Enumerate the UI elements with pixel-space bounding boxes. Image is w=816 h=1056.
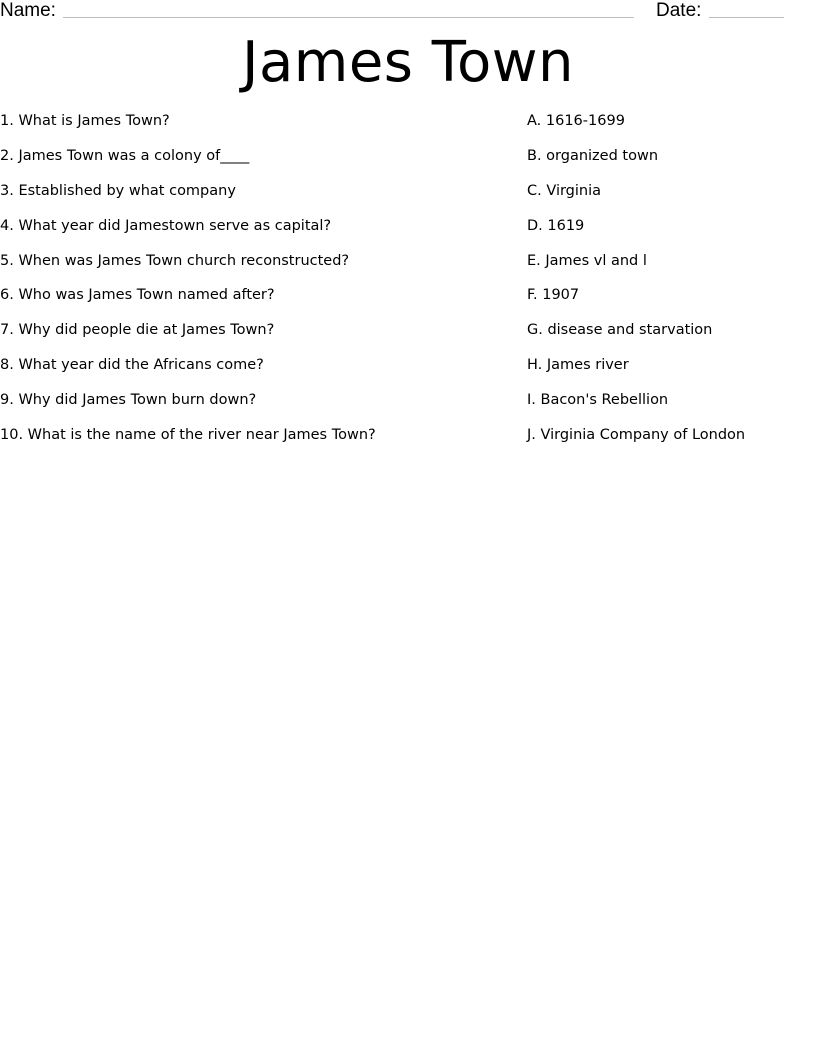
answer-item: A. 1616-1699 bbox=[527, 113, 625, 129]
question-item: 9. Why did James Town burn down? bbox=[0, 392, 257, 409]
question-item: 1. What is James Town? bbox=[0, 113, 170, 129]
answer-item: G. disease and starvation bbox=[527, 322, 713, 339]
answer-item: B. organized town bbox=[527, 147, 659, 164]
name-label: Name: bbox=[0, 0, 56, 21]
answer-item: E. James vl and l bbox=[527, 252, 647, 269]
questions-list bbox=[0, 111, 500, 460]
question-item: 4. What year did Jamestown serve as capital? bbox=[0, 217, 332, 234]
question-item: 10. What is the name of the river near James Town? bbox=[0, 427, 376, 444]
date-label: Date: bbox=[656, 0, 702, 21]
answer-item: D. 1619 bbox=[527, 217, 585, 234]
answer-item: J. Virginia Company of London bbox=[527, 427, 746, 444]
answer-item: I. Bacon's Rebellion bbox=[527, 392, 669, 409]
answer-item: C. Virginia bbox=[527, 182, 602, 199]
question-item: 7. Why did people die at James Town? bbox=[0, 322, 275, 339]
worksheet-header bbox=[0, 0, 816, 24]
question-item: 3. Established by what company bbox=[0, 182, 236, 199]
answer-item: F. 1907 bbox=[527, 287, 580, 304]
page-title: James Town bbox=[241, 30, 575, 95]
name-field[interactable] bbox=[63, 17, 634, 18]
answers-list bbox=[527, 111, 816, 460]
question-item: 5. When was James Town church reconstructed? bbox=[0, 252, 350, 269]
date-field[interactable] bbox=[709, 17, 784, 18]
question-item: 2. James Town was a colony of____ bbox=[0, 147, 250, 164]
question-item: 8. What year did the Africans come? bbox=[0, 357, 264, 374]
question-item: 6. Who was James Town named after? bbox=[0, 287, 275, 304]
answer-item: H. James river bbox=[527, 357, 629, 374]
